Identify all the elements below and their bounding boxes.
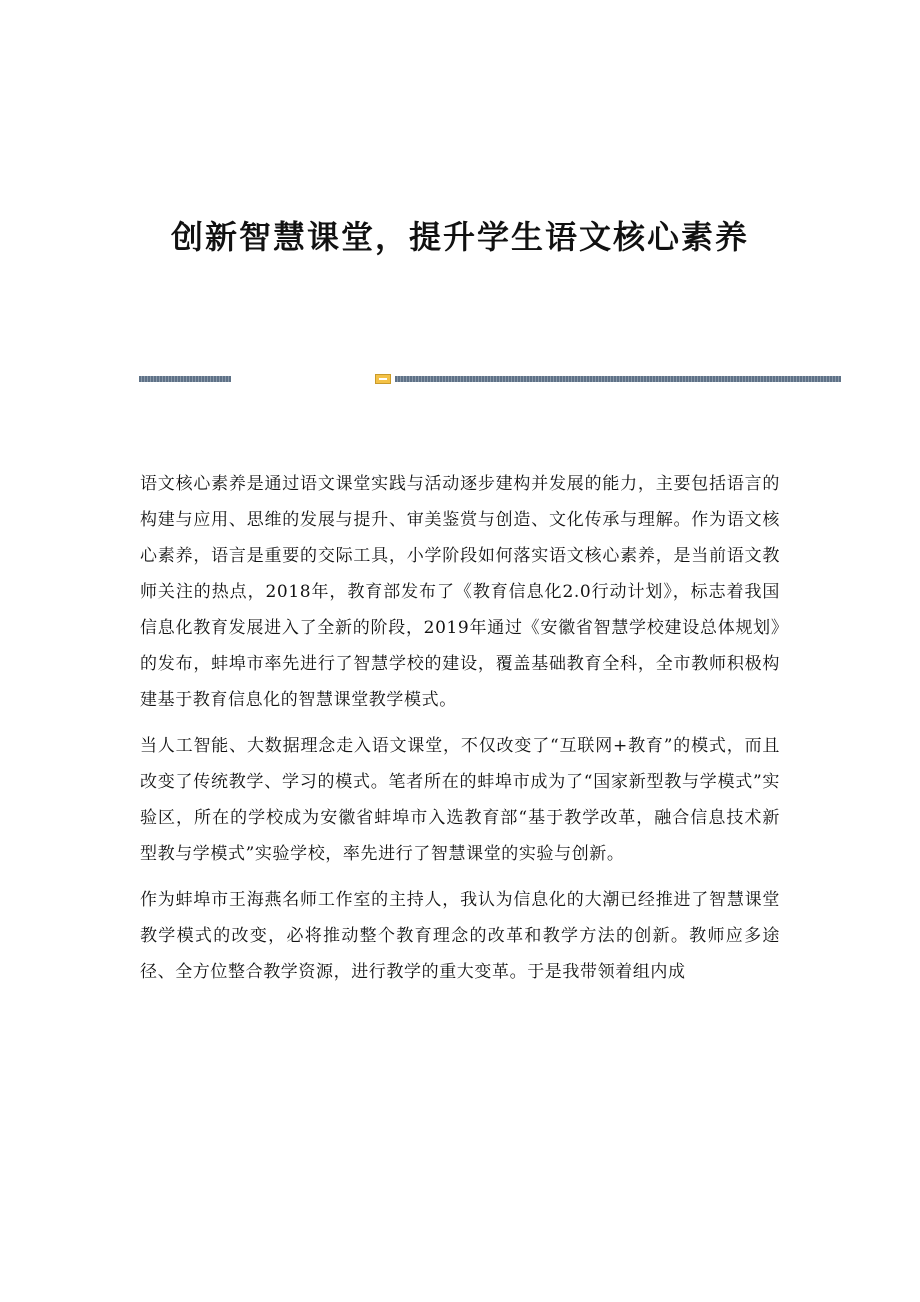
divider-bar-right — [395, 376, 841, 382]
page-title: 创新智慧课堂，提升学生语文核心素养 — [170, 218, 749, 256]
paragraph-1: 语文核心素养是通过语文课堂实践与活动逐步建构并发展的能力，主要包括语言的构建与应用、思维的发展与提升、审美鉴赏与创造、文化传承与理解。作为语文核心素养，语言是重要的交际工具，小学阶段如何落实语文核心素养，是当前语文教师关注的热点，2018年，教育部发布了《教育信息化2.0行动计划》，标志着我国信息化教育发展进入了全新的阶段，2019年通过《安徽省智慧学校建设总体规划》的发布，蚌埠市率先进行了智慧学校的建设，覆盖基础教育全科，全市教师积极构建基于教育信息化的智慧课堂教学模式。 — [140, 474, 780, 710]
paragraph-2: 当人工智能、大数据理念走入语文课堂，不仅改变了“互联网+教育”的模式，而且改变了传统教学、学习的模式。笔者所在的蚌埠市成为了“国家新型教与学模式”实验区，所在的学校成为安徽省蚌埠市入选教育部“基于教学改革，融合信息技术新型教与学模式”实验学校，率先进行了智慧课堂的实验与创新。 — [140, 736, 780, 864]
paragraph-3: 作为蚌埠市王海燕名师工作室的主持人，我认为信息化的大潮已经推进了智慧课堂教学模式的改变，必将推动整个教育理念的改革和教学方法的创新。教师应多途径、全方位整合教学资源，进行教学的重大变革。于是我带领着组内成 — [140, 890, 780, 982]
divider-ornament-icon — [375, 374, 391, 384]
article-body — [140, 466, 780, 1000]
divider-bar-left — [139, 376, 231, 382]
title-divider — [139, 374, 841, 384]
